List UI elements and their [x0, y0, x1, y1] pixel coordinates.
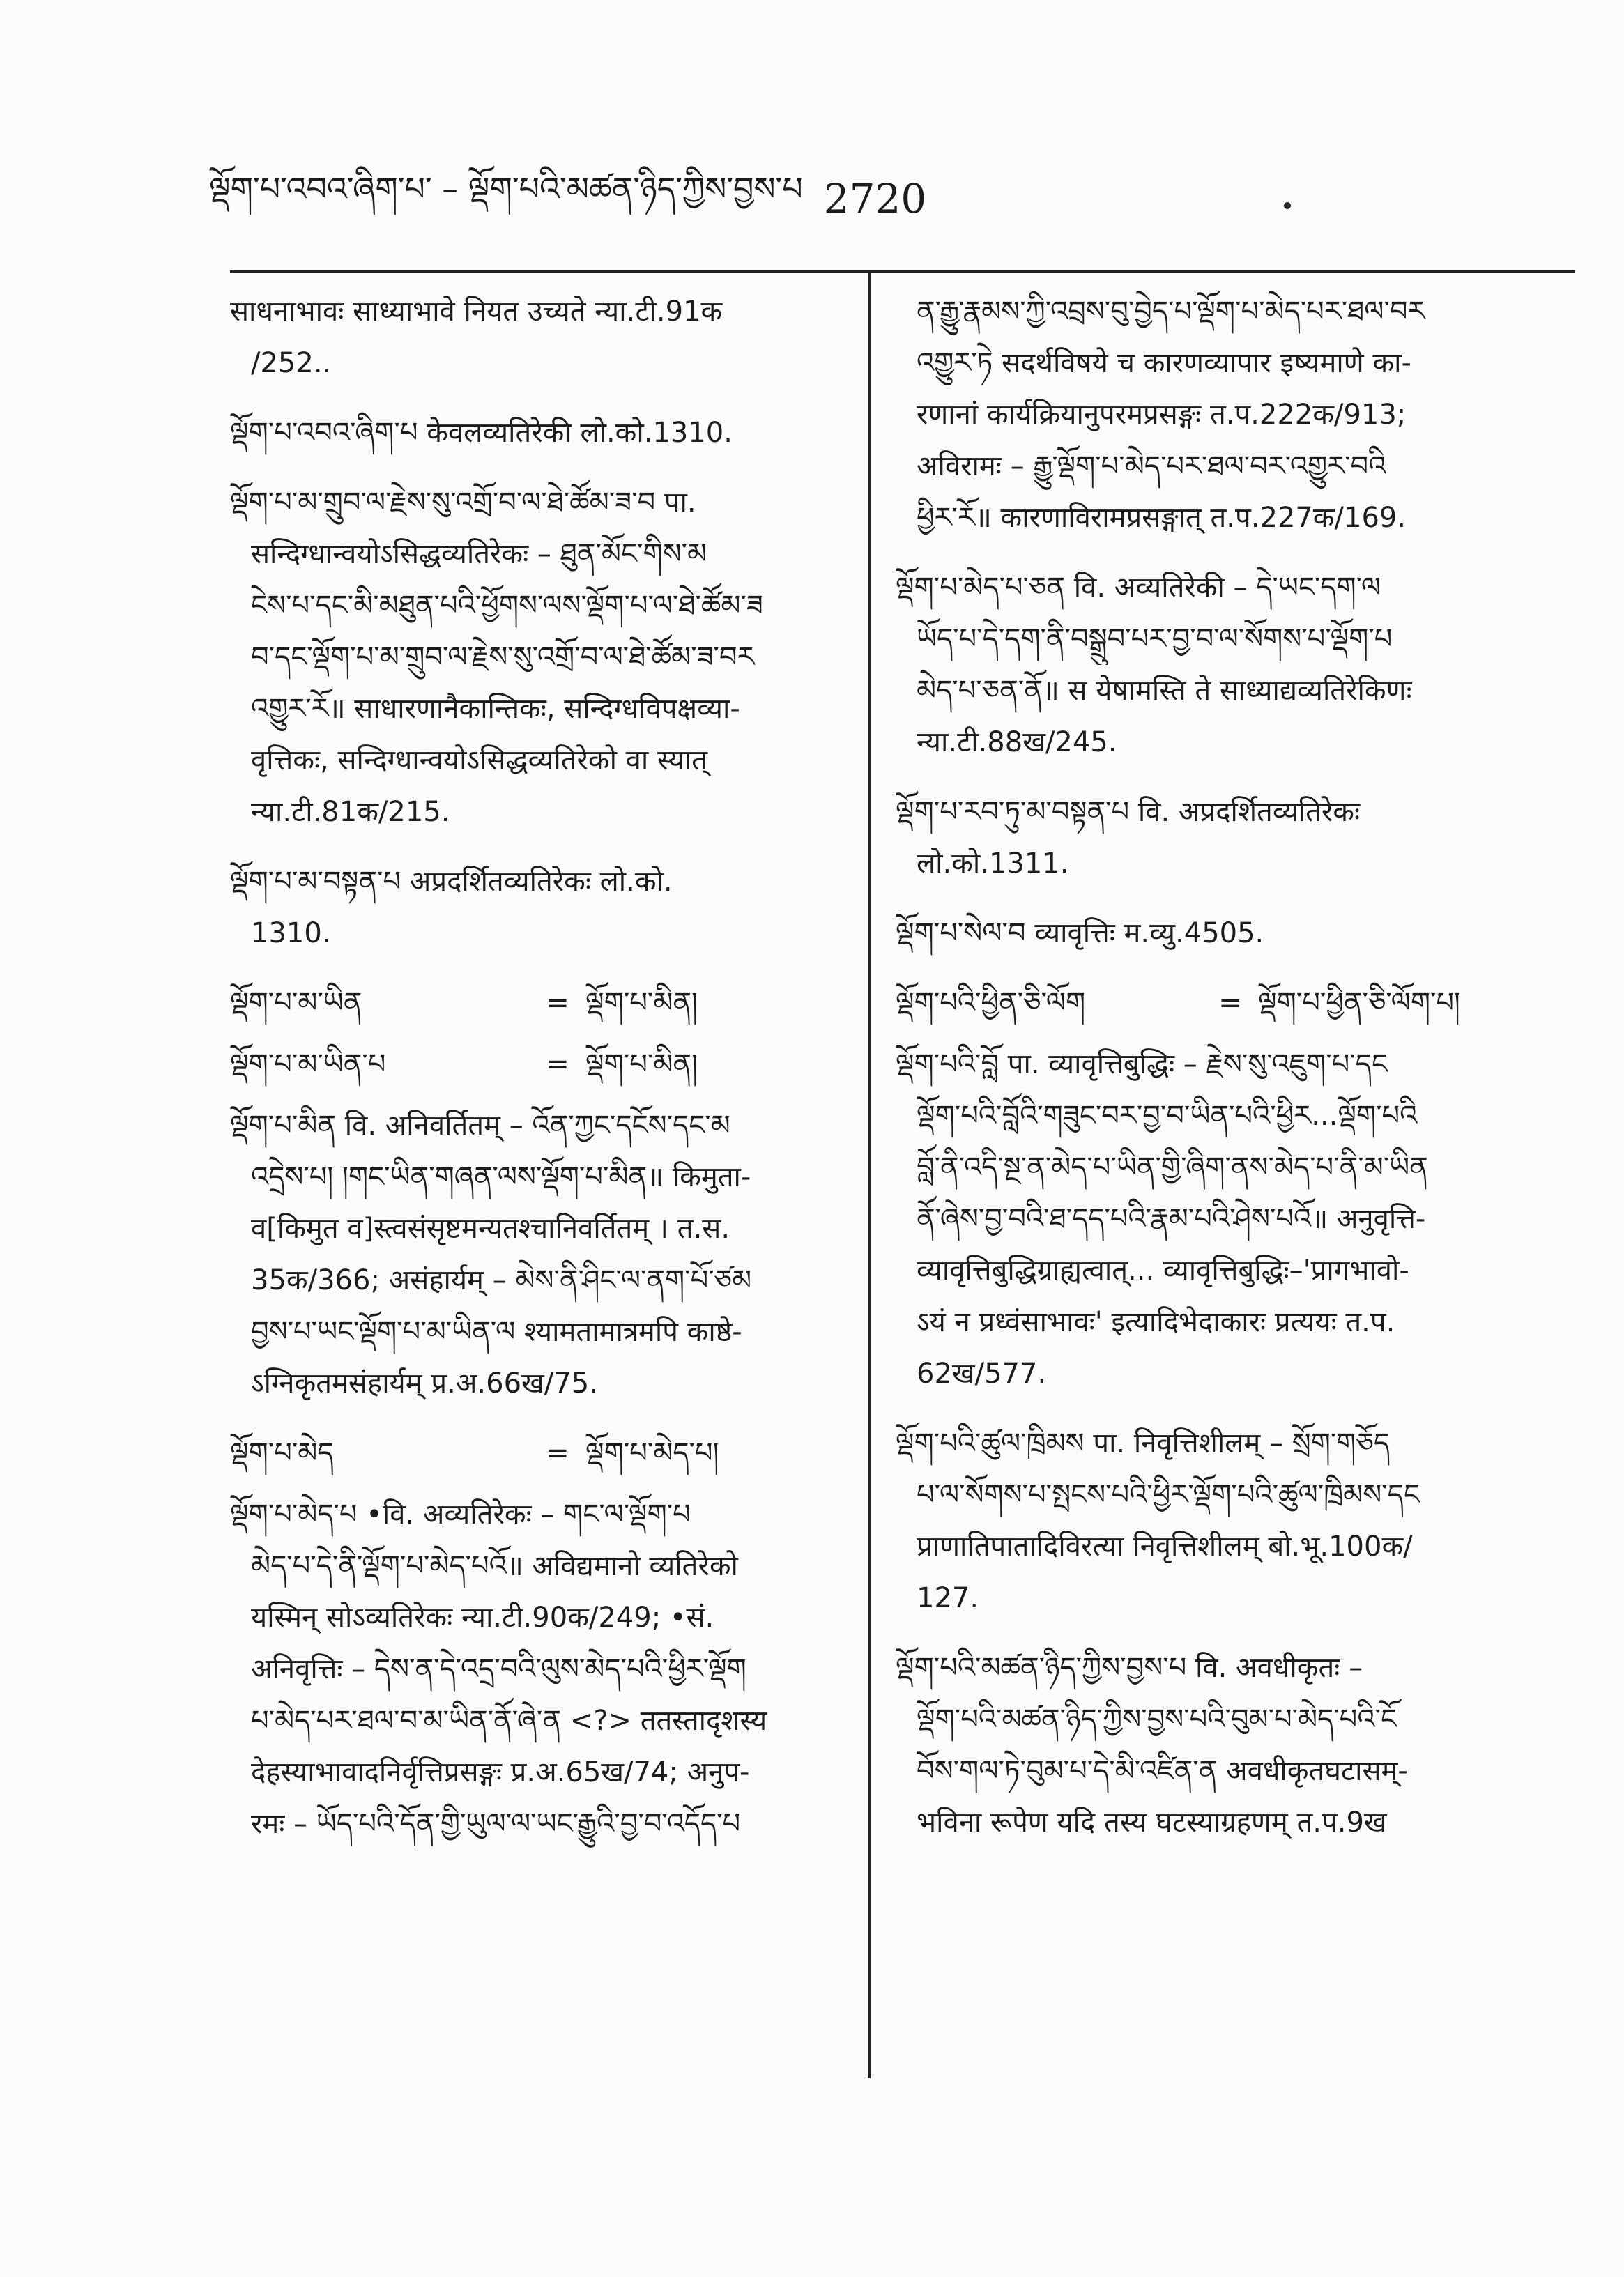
entry-line: ལྡོག་པ་མ་བསྟན་པ अप्रदर्शितव्यतिरेकः लो.को.: [230, 866, 673, 898]
header-title: ལྡོག་པ་འབའ་ཞིག་པ་ – ལྡོག་པའི་མཚན་ཉིད་ཀྱིས་བྱས་པ: [209, 169, 803, 208]
entry-line: अविरामः – རྒྱུ་ལྡོག་པ་མེད་པར་ཐལ་བར་འགྱུར་བའི: [917, 450, 1386, 482]
dictionary-entry: [896, 1418, 1530, 1624]
entry-line: 35क/366; असंहार्यम् – མེས་ནི་ཤིང་ལ་ནག་པོ་ཙམ: [251, 1264, 752, 1296]
entry-line: प्राणातिपातादिविरत्या निवृत्तिशीलम् बो.भू.100क/: [917, 1531, 1413, 1563]
dictionary-entry: [230, 856, 843, 959]
equals-sign: =: [1218, 987, 1242, 1019]
entry-line: བ་དང་ལྡོག་པ་མ་གྲུབ་ལ་རྗེས་སུ་འགྲོ་བ་ལ་ཐེ་ཚོམ་ཟ་བར: [251, 641, 755, 673]
entry-line: सन्दिग्धान्वयोऽसिद्धव्यतिरेकः – ཐུན་མོང་གིས་མ: [251, 538, 707, 570]
dictionary-entry: [230, 407, 843, 459]
header-rule: [230, 270, 1575, 273]
entry-line: साधनाभावः साध्याभावे नियत उच्यते न्या.टी.91क: [230, 296, 723, 328]
entry-line: ལྡོག་པའི་བློའི་གཟུང་བར་བྱ་བ་ཡིན་པའི་ཕྱིར...ལྡོག་པའི: [917, 1100, 1418, 1132]
entry-line: པ་མེད་པར་ཐལ་བ་མ་ཡིན་ནོ་ཞེ་ན <?> ततस्तादृशस्य: [251, 1705, 767, 1737]
cross-reference: [896, 977, 1530, 1029]
entry-line: མེད་པ་དེ་ནི་ལྡོག་པ་མེད་པའོ॥ अविद्यमानो व्यतिरेको: [251, 1550, 738, 1582]
entry-line: ངེས་པ་དང་མི་མཐུན་པའི་ཕྱོགས་ལས་ལྡོག་པ་ལ་ཐེ་ཚོམ་ཟ: [251, 590, 763, 622]
dictionary-entry: [896, 1642, 1530, 1848]
entry-line: ལྡོག་པའི་ཚུལ་ཁྲིམས पा. निवृत्तिशीलम् – སྲོག་གཅོད: [896, 1427, 1391, 1459]
entry-line: ཡོད་པ་དེ་དག་ནི་བསྒྲུབ་པར་བྱ་བ་ལ་སོགས་པ་ལྡོག་པ: [917, 623, 1393, 655]
entry-line: रमः – ཡོད་པའི་དོན་གྱི་ཡུལ་ལ་ཡང་རྒྱུའི་བྱ་བ་འདོད་པ: [251, 1808, 741, 1840]
entry-line: /252..: [251, 347, 332, 379]
entry-line: ཕྱིར་རོ॥ कारणाविरामप्रसङ्गात् त.प.227क/169.: [917, 502, 1407, 534]
entry-line: ལྡོག་པའི་མཚན་ཉིད་ཀྱིས་བྱས་པ वि. अवधीकृतः –: [896, 1652, 1363, 1684]
entry-line: लो.को.1311.: [917, 848, 1069, 880]
entry-line: ལྡོག་པ་འབའ་ཞིག་པ केवलव्यतिरेकी लो.को.1310.: [230, 417, 733, 449]
entry-line: यस्मिन् सोऽव्यतिरेकः न्या.टी.90क/249; •सं.: [251, 1602, 714, 1634]
entry-line: वृत्तिकः, सन्दिग्धान्वयोऽसिद्धव्यतिरेको वा स्यात्: [251, 744, 707, 776]
entry-line: འགྱུར་རོ॥ साधारणानैकान्तिकः, सन्दिग्धविपक्षव्या-: [251, 693, 740, 725]
dictionary-entry: [230, 1100, 843, 1409]
entry-line: न्या.टी.88ख/245.: [917, 726, 1117, 758]
entry-line: ལྡོག་པ་སེལ་བ व्यावृत्तिः म.व्यु.4505.: [896, 917, 1264, 949]
cross-reference: [230, 977, 843, 1029]
dictionary-entry: [896, 286, 1530, 544]
entry-line: व[किमुत व]स्त्वसंसृष्टमन्यतश्चानिवर्तितम् । त.स.: [251, 1213, 730, 1245]
dictionary-entry: [896, 562, 1530, 768]
entry-line: ལྡོག་པའི་བློ पा. व्यावृत्तिबुद्धिः – རྗེས་སུ་འཇུག་པ་དང: [896, 1048, 1388, 1080]
entry-line: देहस्याभावादनिर्वृत्तिप्रसङ्गः प्र.अ.65ख/74; अनुप-: [251, 1756, 750, 1788]
entry-line: བློ་ནི་འདི་སྔ་ན་མེད་པ་ཡིན་གྱི་ཞིག་ནས་མེད་པ་ནི་མ་ཡིན: [917, 1151, 1428, 1183]
entry-line: 127.: [917, 1582, 979, 1614]
right-column: [896, 286, 1530, 1866]
dictionary-entry: [230, 1489, 843, 1850]
dictionary-entry: [230, 477, 843, 838]
entry-line: འགྱུར་ཏེ सदर्थविषये च कारणव्यापार इष्यमाणे का-: [917, 347, 1411, 379]
cross-reference: [230, 1427, 843, 1479]
entry-line: 1310.: [251, 917, 331, 949]
page-number: 2720: [823, 175, 927, 222]
entry-line: व्यावृत्तिबुद्धिग्राह्यत्वात्... व्यावृत्तिबुद्धिः–'प्रागभावो-: [917, 1255, 1409, 1287]
headword: ལྡོག་པ་མ་ཡིན་པ: [230, 1048, 386, 1080]
dictionary-entry: [896, 786, 1530, 889]
entry-line: པ་ལ་སོགས་པ་སྤངས་པའི་ཕྱིར་ལྡོག་པའི་ཚུལ་ཁྲིམས་དང: [917, 1479, 1420, 1511]
headword: ལྡོག་པ་མ་ཡིན: [230, 987, 362, 1019]
headword: ལྡོག་པའི་ཕྱིན་ཅི་ལོག: [896, 987, 1086, 1019]
equals-sign: =: [546, 1048, 569, 1080]
entry-line: ལྡོག་པ་མིན वि. अनिवर्तितम् – འོན་ཀྱང་དངོས་དང་མ: [230, 1110, 730, 1142]
header-dot: [1284, 202, 1291, 209]
dictionary-entry: [896, 1038, 1530, 1400]
entry-line: བོས་གལ་ཏེ་བུམ་པ་དེ་མི་འཛིན་ན अवधीकृतघटासम्-: [917, 1755, 1408, 1787]
entry-line: ལྡོག་པ་མེད་པ •वि. अव्यतिरेकः – གང་ལ་ལྡོག་པ: [230, 1498, 691, 1531]
reference-target: ལྡོག་པ་ཕྱིན་ཅི་ལོག་པ།: [1258, 987, 1460, 1019]
reference-target: ལྡོག་པ་མེད་པ།: [585, 1437, 719, 1469]
headword: ལྡོག་པ་མེད: [230, 1437, 334, 1469]
reference-target: ལྡོག་པ་མིན།: [585, 1048, 698, 1080]
entry-line: ऽग्निकृतमसंहार्यम् प्र.अ.66ख/75.: [251, 1367, 598, 1400]
entry-line: अनिवृत्तिः – དེས་ན་དེ་འདྲ་བའི་ལུས་མེད་པའི་ཕྱིར་ལྡོག: [251, 1653, 746, 1685]
entry-line: भविना रूपेण यदि तस्य घटस्याग्रहणम् त.प.9ख: [917, 1807, 1387, 1839]
entry-line: रणानां कार्यक्रियानुपरमप्रसङ्गः त.प.222क/913;: [917, 399, 1407, 431]
entry-line: 62ख/577.: [917, 1358, 1047, 1390]
entry-line: ན་རྒྱུ་རྣམས་ཀྱི་འབྲས་བུ་བྱེད་པ་ལྡོག་པ་མེད་པར་ཐལ་བར: [917, 296, 1425, 328]
page-header: [209, 160, 926, 237]
entry-line: བྱས་པ་ཡང་ལྡོག་པ་མ་ཡིན་ལ श्यामतामात्रमपि काष्ठे-: [251, 1316, 742, 1348]
entry-line: ནོ་ཞེས་བྱ་བའི་ཐ་དད་པའི་རྣམ་པའི་ཤེས་པའོ॥ अनुवृत्ति-: [917, 1203, 1426, 1235]
entry-line: ལྡོག་པ་རབ་ཏུ་མ་བསྟན་པ वि. अप्रदर्शितव्यतिरेकः: [896, 796, 1361, 828]
dictionary-entry: [896, 907, 1530, 959]
dictionary-entry: [230, 286, 843, 389]
entry-line: འདྲེས་པ། །གང་ཡིན་གཞན་ལས་ལྡོག་པ་མིན॥ किमुता-: [251, 1161, 751, 1193]
column-divider: [868, 273, 871, 2078]
entry-line: न्या.टी.81क/215.: [251, 796, 450, 828]
reference-target: ལྡོག་པ་མིན།: [585, 987, 698, 1019]
entry-line: མེད་པ་ཅན་ནོ॥ स येषामस्ति ते साध्याद्यव्यतिरेकिणः: [917, 675, 1412, 707]
equals-sign: =: [546, 987, 569, 1019]
entry-line: ལྡོག་པའི་མཚན་ཉིད་ཀྱིས་བྱས་པའི་བུམ་པ་མེད་པའི་ངོ: [917, 1703, 1397, 1735]
entry-line: ལྡོག་པ་མ་གྲུབ་ལ་རྗེས་སུ་འགྲོ་བ་ལ་ཐེ་ཚོམ་ཟ་བ पा.: [230, 486, 696, 519]
left-column: [230, 286, 843, 1868]
entry-line: ऽयं न प्रध्वंसाभावः' इत्यादिभेदाकारः प्रत्ययः त.प.: [917, 1306, 1395, 1338]
equals-sign: =: [546, 1437, 569, 1469]
entry-line: ལྡོག་པ་མེད་པ་ཅན वि. अव्यतिरेकी – དེ་ཡང་དག་ལ: [896, 572, 1381, 604]
cross-reference: [230, 1038, 843, 1090]
